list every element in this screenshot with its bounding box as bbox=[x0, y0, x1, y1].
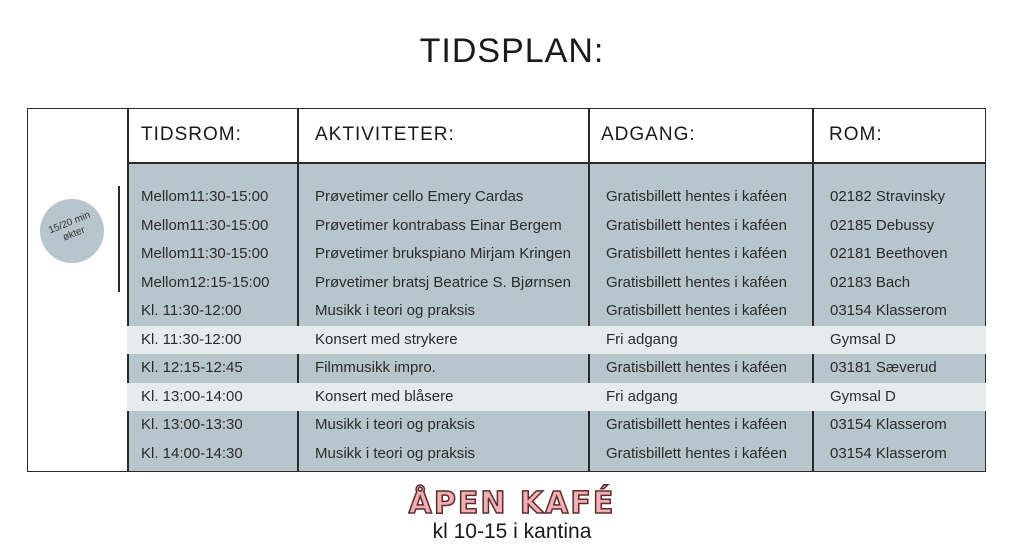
table-row bbox=[127, 354, 986, 382]
header-activities: AKTIVITETER: bbox=[315, 124, 455, 145]
table-row bbox=[127, 297, 986, 325]
cafe-subtitle: kl 10-15 i kantina bbox=[432, 520, 592, 543]
cell-activity: Filmmusikk impro. bbox=[315, 359, 436, 376]
cell-time: Kl. 12:15-12:45 bbox=[141, 359, 243, 376]
cell-room: 02181 Beethoven bbox=[830, 245, 948, 262]
cell-access: Fri adgang bbox=[606, 330, 678, 348]
header-access: ADGANG: bbox=[601, 124, 696, 145]
table-row bbox=[127, 411, 986, 439]
cell-time: Mellom11:30-15:00 bbox=[141, 216, 269, 234]
cell-access: Gratisbillett hentes i kaféen bbox=[606, 444, 787, 462]
cell-time: Mellom12:15-15:00 bbox=[141, 273, 270, 291]
cell-access: Gratisbillett hentes i kaféen bbox=[606, 245, 787, 262]
cell-time: Mellom11:30-15:00 bbox=[141, 188, 269, 205]
table-row bbox=[127, 240, 986, 268]
cell-time: Kl. 13:00-14:00 bbox=[141, 387, 243, 405]
cell-time: Kl. 14:00-14:30 bbox=[141, 444, 243, 462]
cell-activity: Konsert med strykere bbox=[315, 330, 458, 348]
table-row bbox=[127, 326, 986, 354]
cell-time: Kl. 11:30-12:00 bbox=[141, 302, 242, 319]
cell-activity: Prøvetimer kontrabass Einar Bergem bbox=[315, 216, 562, 234]
cell-activity: Musikk i teori og praksis bbox=[315, 302, 476, 319]
cell-access: Gratisbillett hentes i kaféen bbox=[606, 302, 787, 319]
cell-activity: Prøvetimer cello Emery Cardas bbox=[315, 188, 524, 205]
cell-room: 02183 Bach bbox=[830, 273, 911, 291]
table-row bbox=[127, 183, 986, 211]
cell-room: 03154 Klasserom bbox=[830, 444, 947, 462]
cell-time: Kl. 11:30-12:00 bbox=[141, 330, 242, 348]
cell-access: Gratisbillett hentes i kaféen bbox=[606, 273, 787, 291]
cell-activity: Konsert med blåsere bbox=[315, 387, 454, 405]
cell-room: 03154 Klasserom bbox=[830, 302, 947, 319]
cell-access: Gratisbillett hentes i kaféen bbox=[606, 359, 787, 376]
header-timeslot: TIDSROM: bbox=[141, 124, 242, 145]
page-title: TIDSPLAN: bbox=[419, 32, 605, 70]
header-room: ROM: bbox=[829, 124, 883, 145]
cell-activity: Prøvetimer bratsj Beatrice S. Bjørnsen bbox=[315, 273, 571, 291]
table-row bbox=[127, 269, 986, 297]
cell-room: 02185 Debussy bbox=[830, 216, 935, 234]
table-row bbox=[127, 440, 986, 468]
cell-room: Gymsal D bbox=[830, 387, 896, 405]
cell-room: 03154 Klasserom bbox=[830, 416, 947, 433]
cell-activity: Musikk i teori og praksis bbox=[315, 444, 476, 462]
cafe-title: ÅPEN KAFÉ bbox=[408, 486, 616, 521]
session-badge-text: 15/20 min økter bbox=[47, 209, 92, 244]
cell-access: Gratisbillett hentes i kaféen bbox=[606, 216, 787, 234]
cell-time: Kl. 13:00-13:30 bbox=[141, 416, 243, 433]
table-row bbox=[127, 383, 986, 411]
table-row bbox=[127, 212, 986, 240]
cell-room: 02182 Stravinsky bbox=[830, 188, 946, 205]
cell-room: 03181 Sæverud bbox=[830, 359, 937, 376]
cell-room: Gymsal D bbox=[830, 330, 896, 348]
cell-activity: Prøvetimer brukspiano Mirjam Kringen bbox=[315, 245, 571, 262]
header-divider bbox=[127, 162, 986, 164]
cell-activity: Musikk i teori og praksis bbox=[315, 416, 476, 433]
cell-access: Fri adgang bbox=[606, 387, 678, 405]
cell-access: Gratisbillett hentes i kaféen bbox=[606, 188, 787, 205]
session-badge bbox=[40, 199, 104, 263]
session-bracket bbox=[118, 186, 120, 292]
cell-access: Gratisbillett hentes i kaféen bbox=[606, 416, 787, 433]
cell-time: Mellom11:30-15:00 bbox=[141, 245, 269, 262]
